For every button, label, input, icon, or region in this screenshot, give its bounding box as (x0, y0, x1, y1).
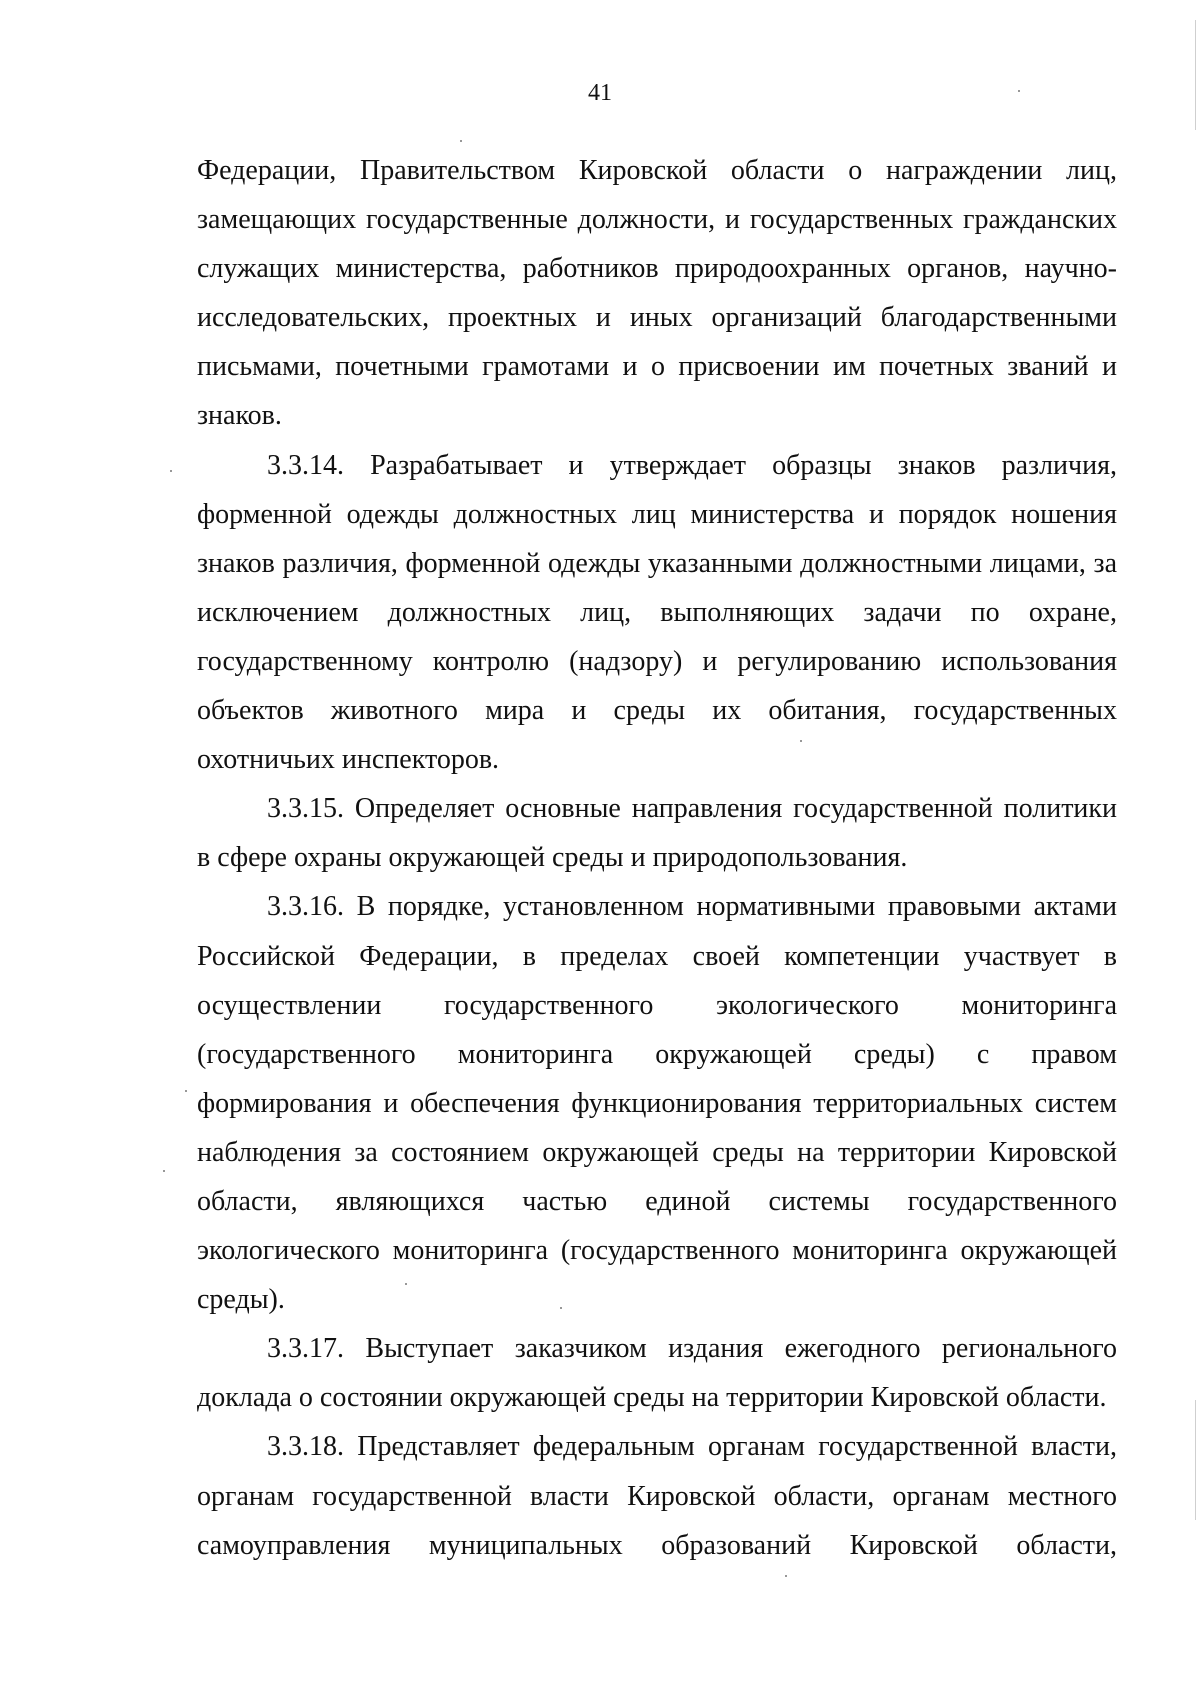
document-body (197, 146, 1117, 1570)
scan-speck (163, 1170, 165, 1172)
paragraph-3-3-14: 3.3.14. Разрабатывает и утверждает образцы знаков различия, форменной одежды должностных лиц министерства и порядок ношения знаков различия, форменной одежды указанными должностными лицами, за исключением должностных лиц, выполняющих задачи по охране, государственному контролю (надзору) и регулированию использования объектов животного мира и среды их обитания, государственных охотничьих инспекторов. (197, 449, 1117, 776)
scan-edge-line (1195, 1400, 1196, 1520)
scan-speck (460, 140, 462, 142)
paragraph-3-3-16: 3.3.16. В порядке, установленном нормативными правовыми актами Российской Федерации, в пределах своей компетенции участвует в осуществлении государственного экологического мониторинга (государственного мониторинга окружающей среды) с правом формирования и обеспечения функционирования территориальных систем наблюдения за состоянием окружающей среды на территории Кировской области, являющихся частью единой системы государственного экологического мониторинга (государственного мониторинга окружающей среды). (197, 891, 1117, 1316)
scan-speck (185, 1090, 187, 1092)
scan-speck (405, 1283, 407, 1285)
paragraph-3-3-18: 3.3.18. Представляет федеральным органам государственной власти, органам государственной власти Кировской области, органам местного самоуправления муниципальных образований Кировской области, (197, 1431, 1117, 1561)
scan-speck (170, 470, 172, 472)
page-number: 41 (588, 80, 612, 106)
scan-speck (1018, 90, 1020, 92)
scan-speck (560, 1307, 562, 1309)
scan-speck (785, 1575, 787, 1577)
scan-edge-line (1195, 20, 1196, 130)
paragraph-3-3-17: 3.3.17. Выступает заказчиком издания ежегодного регионального доклада о состоянии окружающей среды на территории Кировской области. (197, 1333, 1117, 1414)
paragraph-continuation: Федерации, Правительством Кировской области о награждении лиц, замещающих государственные должности, и государственных гражданских служащих министерства, работников природоохранных органов, научно-исследовательских, проектных и иных организаций благодарственными письмами, почетными грамотами и о присвоении им почетных званий и знаков. (197, 155, 1117, 432)
paragraph-3-3-15: 3.3.15. Определяет основные направления государственной политики в сфере охраны окружающей среды и природопользования. (197, 793, 1117, 874)
scan-speck (800, 740, 802, 742)
